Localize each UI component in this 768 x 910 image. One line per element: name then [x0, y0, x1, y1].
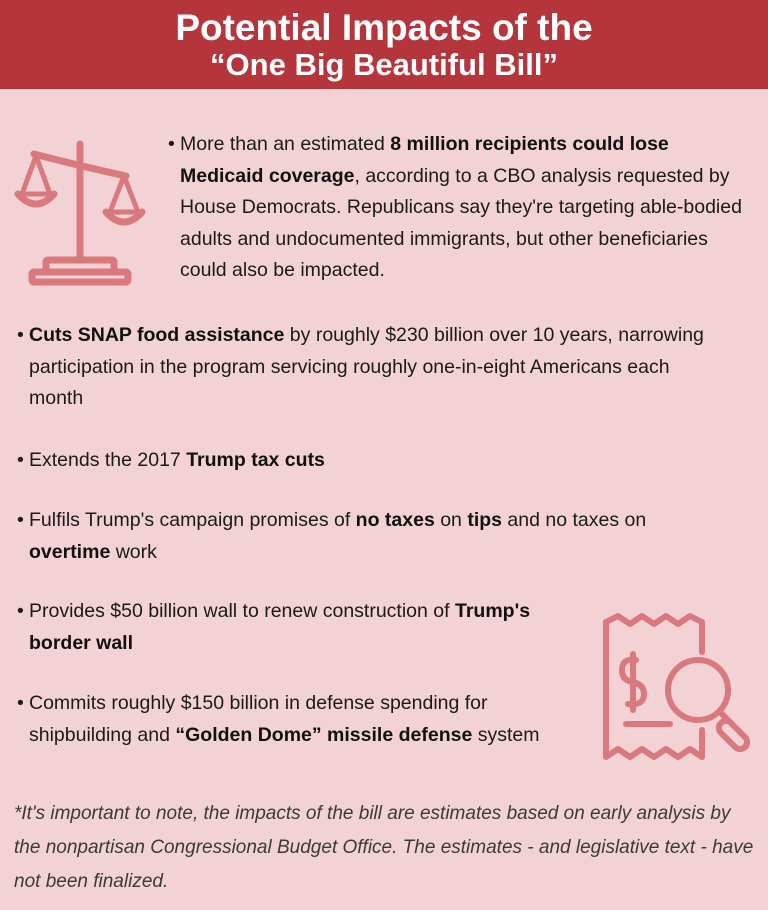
list-item-tips-overtime: • Fulfils Trump's campaign promises of no taxes on tips and no taxes on overtime work	[17, 509, 647, 563]
balance-scale-icon	[14, 136, 146, 286]
title-line-2: “One Big Beautiful Bill”	[210, 47, 558, 82]
footnote: *It's important to note, the impacts of the bill are estimates based on early analysis by the nonpartisan Congressional Budget Office. The estimates - and legislative text - have not been finalized.	[14, 803, 754, 892]
receipt-magnifier-icon	[598, 612, 758, 767]
list-item-border-wall: • Provides $50 billion wall to renew construction of Trump's border wall	[17, 600, 531, 654]
list-item-snap: • Cuts SNAP food assistance by roughly $230 billion over 10 years, narrowing participation in the program servicing roughly one-in-eight Americans each month	[17, 324, 704, 409]
list-item-defense: • Commits roughly $150 billion in defense spending for shipbuilding and “Golden Dome” missile defense system	[17, 692, 540, 746]
title-line-1: Potential Impacts of the	[175, 7, 593, 48]
list-item-tax-cuts: • Extends the 2017 Trump tax cuts	[17, 449, 325, 471]
header-banner	[0, 0, 768, 89]
list-item-medicaid: • More than an estimated 8 million recipients could lose Medicaid coverage, according to a CBO analysis requested by House Democrats. Republicans say they're targeting able-bodied adults and undocumented immigrants, but other beneficiaries could also be impacted.	[168, 133, 742, 281]
